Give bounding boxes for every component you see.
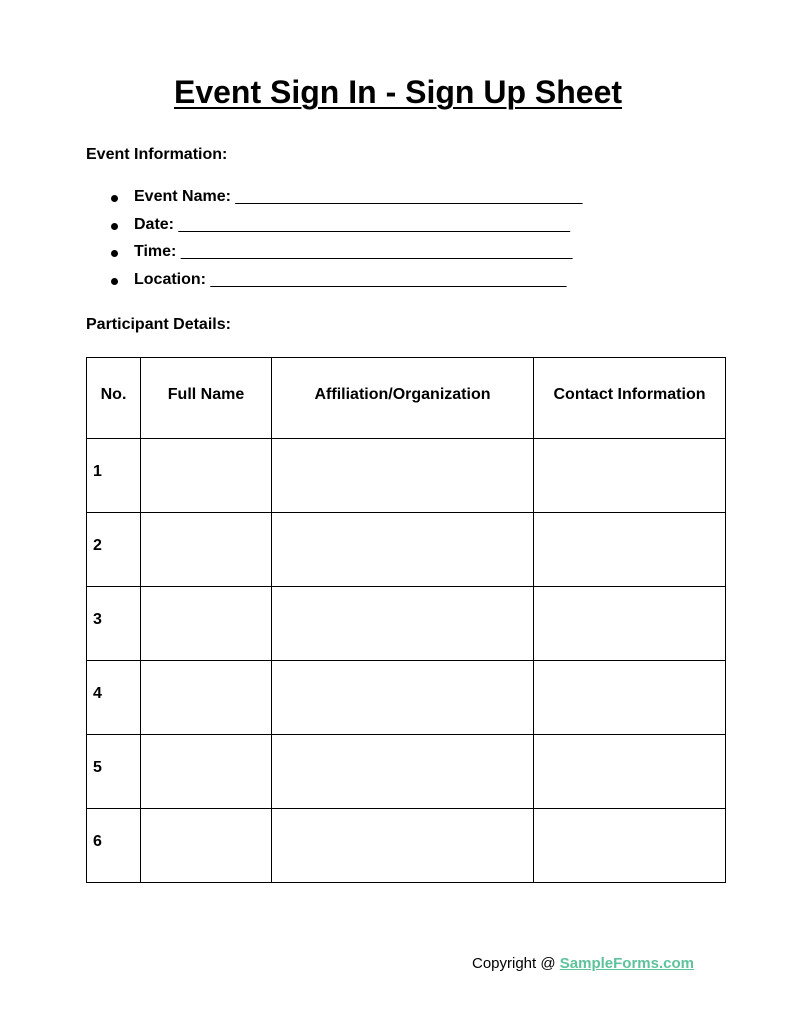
- participant-details-heading: Participant Details:: [86, 316, 231, 333]
- contact-cell[interactable]: [534, 513, 726, 587]
- column-header-affiliation: Affiliation/Organization: [272, 358, 534, 439]
- column-header-no: No.: [87, 358, 141, 439]
- full-name-cell[interactable]: [141, 809, 272, 883]
- location-blank[interactable]: ________________________________________: [210, 271, 567, 289]
- table-row: [87, 513, 726, 587]
- table-row: [87, 661, 726, 735]
- full-name-cell[interactable]: [141, 661, 272, 735]
- date-field: [86, 215, 582, 243]
- affiliation-cell[interactable]: [272, 439, 534, 513]
- contact-cell[interactable]: [534, 439, 726, 513]
- row-number: 4: [87, 661, 141, 735]
- time-blank[interactable]: ____________________________________________: [180, 243, 573, 261]
- bullet-icon: [111, 223, 118, 230]
- affiliation-cell[interactable]: [272, 587, 534, 661]
- row-number: 3: [87, 587, 141, 661]
- bullet-icon: [111, 278, 118, 285]
- location-label: Location:: [134, 271, 206, 289]
- row-number: 1: [87, 439, 141, 513]
- column-header-contact: Contact Information: [534, 358, 726, 439]
- affiliation-cell[interactable]: [272, 809, 534, 883]
- table-row: [87, 735, 726, 809]
- row-number: 2: [87, 513, 141, 587]
- row-number: 6: [87, 809, 141, 883]
- row-number: 5: [87, 735, 141, 809]
- column-header-full-name: Full Name: [141, 358, 272, 439]
- event-name-field: [86, 187, 582, 215]
- contact-cell[interactable]: [534, 735, 726, 809]
- page-title: Event Sign In - Sign Up Sheet: [173, 74, 623, 110]
- contact-cell[interactable]: [534, 587, 726, 661]
- copyright-footer: [472, 954, 694, 974]
- date-label: Date:: [134, 215, 175, 233]
- full-name-cell[interactable]: [141, 735, 272, 809]
- copyright-text: Copyright @: [472, 955, 560, 972]
- time-label: Time:: [134, 243, 177, 261]
- full-name-cell[interactable]: [141, 513, 272, 587]
- date-blank[interactable]: ____________________________________________: [178, 215, 570, 233]
- table-row: [87, 809, 726, 883]
- event-info-list: [86, 187, 582, 298]
- full-name-cell[interactable]: [141, 439, 272, 513]
- affiliation-cell[interactable]: [272, 661, 534, 735]
- event-information-heading: Event Information:: [86, 146, 228, 163]
- participants-table: [86, 357, 726, 883]
- location-field: [86, 270, 582, 298]
- time-field: [86, 242, 582, 270]
- bullet-icon: [111, 250, 118, 257]
- table-row: [87, 587, 726, 661]
- affiliation-cell[interactable]: [272, 735, 534, 809]
- table-row: [87, 439, 726, 513]
- sampleforms-link[interactable]: SampleForms.com: [559, 955, 694, 972]
- contact-cell[interactable]: [534, 809, 726, 883]
- contact-cell[interactable]: [534, 661, 726, 735]
- event-name-blank[interactable]: _______________________________________: [235, 188, 583, 205]
- table-header-row: [87, 358, 726, 439]
- affiliation-cell[interactable]: [272, 513, 534, 587]
- full-name-cell[interactable]: [141, 587, 272, 661]
- event-name-label: Event Name:: [134, 188, 231, 205]
- bullet-icon: [111, 195, 118, 202]
